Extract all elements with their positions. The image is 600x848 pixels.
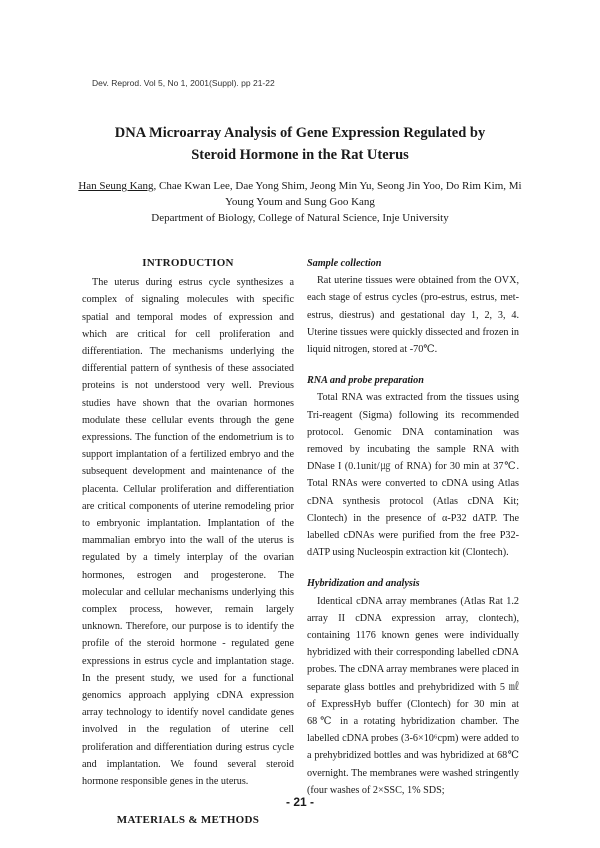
paper-title <box>60 122 540 166</box>
right-column <box>307 255 519 799</box>
sample-collection-heading: Sample collection <box>307 258 382 269</box>
title-line-2: Steroid Hormone in the Rat Uterus <box>191 147 409 163</box>
methods-heading: MATERIALS & METHODS <box>116 814 260 827</box>
rna-probe-heading: RNA and probe preparation <box>307 375 424 387</box>
hybridization-text: Identical cDNA array membranes (Atlas Rat 1.2 array II cDNA expression array, clontech), containing 1176 known genes were individually hybridized with their corresponding labelled cDNA probes. The cDNA array membranes were placed in separate glass bottles and prehybridized with 5 ㎖ of ExpressHyb buffer (Clontech) for 30 min at 68℃ in a rotating hybridization chamber. The labelled cDNA probes (3-6×10⁶cpm) were added to a prehybridized bottles and was hybridized at 68℃ overnight. The membranes were washed stringently (four washes of 2×SSC, 1% SDS; <box>307 595 519 796</box>
rna-probe-text: Total RNA was extracted from the tissues using Tri-reagent (Sigma) following its recommended protocol. Genomic DNA contamination was removed by incubating the sample RNA with DNase I (0.1unit/㎍ of RNA) for 30 min at 37℃. Total RNAs were converted to cDNA using Atlas cDNA synthesis protocol (Atlas cDNA Kit; Clontech) in the presence of α-P32 dATP. The labelled cDNAs were purified from the free P32-dATP using Nucleospin extraction kit (Clontech). <box>307 392 519 559</box>
affiliation: Department of Biology, College of Natural Science, Inje University <box>151 212 449 224</box>
left-column <box>82 255 294 832</box>
presenting-author: Han Seung Kang <box>78 180 154 192</box>
title-line-1: DNA Microarray Analysis of Gene Expression Regulated by <box>114 125 486 141</box>
page-number: - 21 - <box>285 795 314 809</box>
introduction-text: The uterus during estrus cycle synthesizes a complex of signaling molecules with specific spatial and temporal modes of expression and which are critical for cell proliferation and differentiation. The mechanisms underlying the differential pattern of synthesis of these associated proteins is not understood very well. Previous studies have shown that the ovarian hormones modulate these cellular events through the gene expressions. The function of the endometrium is to support implantation of a fertilized embryo and the subsequent development and maintenance of the placenta. Cellular proliferation and differentiation are critical components of uterine remodeling prior to embryonic implantation. Implantation of the mammalian embryo into the wall of the uterus is regulated by a timely interplay of the ovarian hormones, estrogen and progesterone. The molecular and cellular mechanisms underlying this complex process, however, remain largely unknown. Therefore, our purpose is to identify the profile of the steroid hormone - regulated gene expressions in estrus cycle and implantation stage. In the present study, we used for a functional genomics approach applying cDNA expression array technology to identify novel candidate genes involved in the regulation of uterine cell proliferation and differentiation during estrus cycle and implantation. We found several steroid hormone responsible genes in the uterus. <box>82 277 294 788</box>
co-authors: , Chae Kwan Lee, Dae Yong Shim, Jeong Min Yu, Seong Jin Yoo, Do Rim Kim, Mi Young Youm and Sung Goo Kang <box>153 180 522 208</box>
journal-citation: Dev. Reprod. Vol 5, No 1, 2001(Suppl). pp 21-22 <box>92 78 275 88</box>
author-block <box>70 178 530 226</box>
introduction-heading: INTRODUCTION <box>142 257 234 269</box>
sample-collection-text: Rat uterine tissues were obtained from the OVX, each stage of estrus cycles (pro-estrus, estrus, met-estrus, diestrus) and gestational day 1, 2, 3, 4. Uterine tissues were quickly dissected and frozen in liquid nitrogen, stored at -70℃. <box>307 275 519 356</box>
hybridization-heading: Hybridization and analysis <box>307 578 420 590</box>
author-list <box>70 178 530 210</box>
